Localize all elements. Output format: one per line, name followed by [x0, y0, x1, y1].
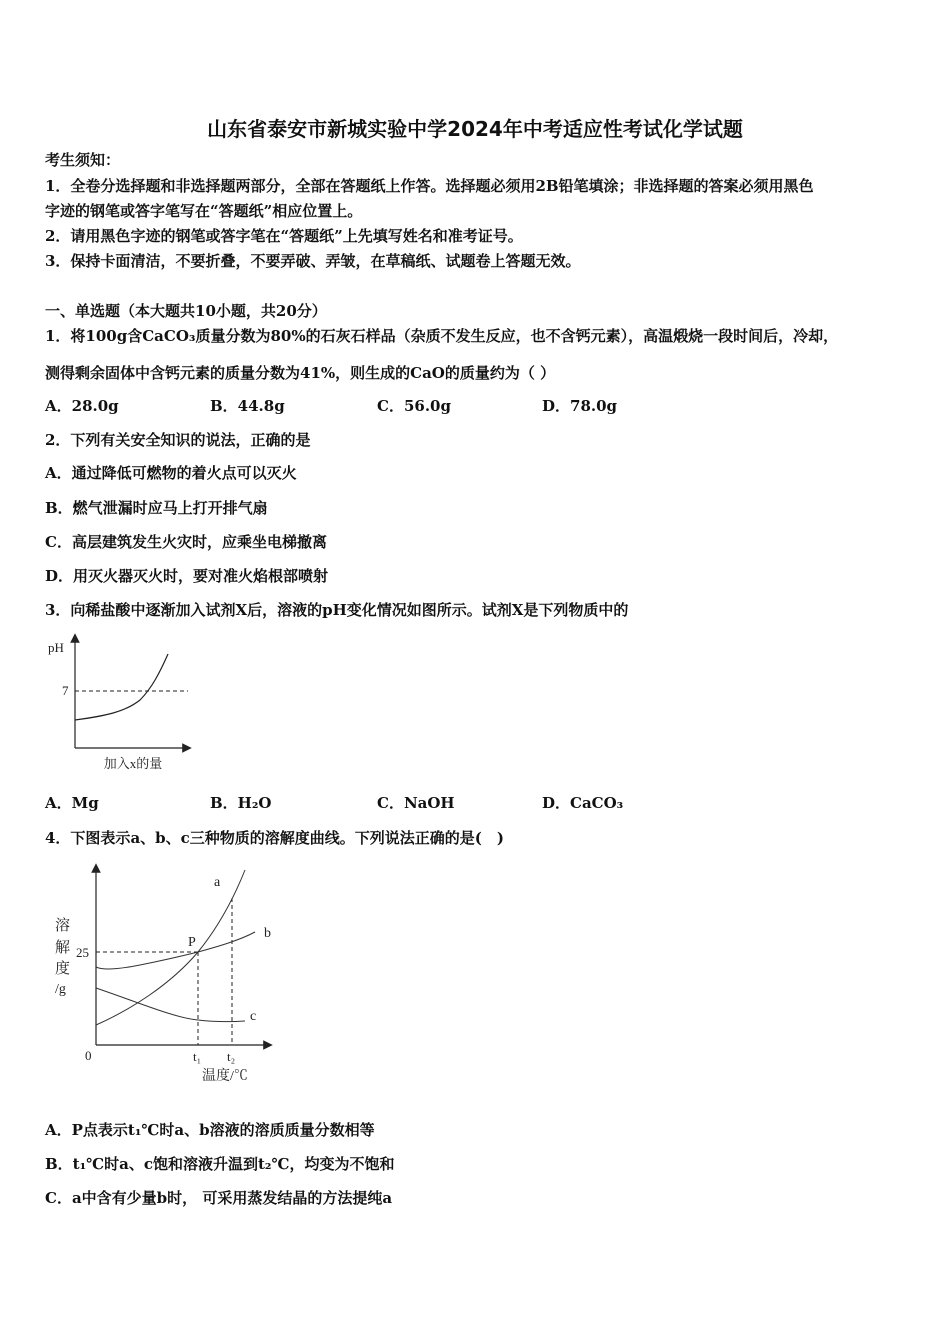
ph-graph: [40, 630, 200, 780]
q1-option-a: A．28.0g: [45, 397, 119, 415]
q2-stem: 2．下列有关安全知识的说法，正确的是: [45, 431, 311, 449]
curve-a-label: a: [214, 875, 221, 890]
q2-option-c: C．高层建筑发生火灾时，应乘坐电梯撤离: [45, 533, 327, 551]
notice-item: 字迹的钢笔或答字笔写在“答题纸”相应位置上。: [45, 202, 363, 220]
y-label-char: 解: [55, 940, 71, 956]
y-axis-label: pH: [48, 640, 64, 655]
y-label-char: 度: [55, 961, 71, 977]
solubility-graph: [40, 860, 290, 1090]
q4-option-b: B．t₁℃时a、c饱和溶液升温到t₂℃，均变为不饱和: [45, 1155, 395, 1173]
t2-label: t₂: [227, 1049, 236, 1064]
q1-option-c: C．56.0g: [377, 397, 451, 415]
notice-item: 3．保持卡面清洁，不要折叠，不要弄破、弄皱，在草稿纸、试题卷上答题无效。: [45, 252, 581, 270]
q1-stem: 1．将100g含CaCO₃质量分数为80%的石灰石样品（杂质不发生反应，也不含钙元素），高温煅烧一段时间后，冷却，: [45, 327, 839, 345]
point-p-label: P: [188, 935, 196, 950]
q2-option-b: B．燃气泄漏时应马上打开排气扇: [45, 499, 268, 517]
q3-option-b: B．H₂O: [210, 794, 272, 812]
curve-c: [96, 988, 245, 1022]
q2-option-a: A．通过降低可燃物的着火点可以灭火: [45, 464, 297, 482]
curve-b: [96, 932, 255, 969]
x-axis-label: 温度/℃: [202, 1069, 248, 1084]
notice-heading: 考生须知：: [45, 151, 121, 169]
curve-a: [96, 870, 245, 1025]
q3-stem: 3．向稀盐酸中逐渐加入试剂X后，溶液的pH变化情况如图所示。试剂X是下列物质中的: [45, 601, 629, 619]
q1-stem-cont: 测得剩余固体中含钙元素的质量分数为41%，则生成的CaO的质量约为（ ）: [45, 364, 556, 382]
q1-option-b: B．44.8g: [210, 397, 285, 415]
page-title: 山东省泰安市新城实验中学2024年中考适应性考试化学试题: [207, 117, 743, 141]
curve-b-label: b: [264, 926, 271, 941]
q1-option-d: D．78.0g: [542, 397, 618, 415]
y-label-unit: /g: [55, 982, 66, 997]
origin-label: 0: [85, 1048, 92, 1063]
y-tick-7: 7: [62, 683, 69, 698]
q2-option-d: D．用灭火器灭火时，要对准火焰根部喷射: [45, 567, 329, 585]
section-heading: 一、单选题（本大题共10小题，共20分）: [45, 302, 327, 320]
y-label-char: 溶: [55, 918, 71, 934]
y-tick-25: 25: [76, 945, 89, 960]
q3-option-c: C．NaOH: [377, 794, 455, 812]
q4-stem: 4．下图表示a、b、c三种物质的溶解度曲线。下列说法正确的是( ): [45, 829, 504, 847]
q4-option-c: C．a中含有少量b时， 可采用蒸发结晶的方法提纯a: [45, 1189, 393, 1207]
ph-curve: [75, 654, 168, 720]
notice-item: 1．全卷分选择题和非选择题两部分，全部在答题纸上作答。选择题必须用2B铅笔填涂；非选择题的答案必须用黑色: [45, 177, 814, 195]
x-axis-label: 加入x的量: [103, 756, 163, 771]
curve-c-label: c: [250, 1009, 257, 1024]
t1-label: t₁: [193, 1049, 202, 1064]
q4-option-a: A．P点表示t₁℃时a、b溶液的溶质质量分数相等: [45, 1121, 375, 1139]
q3-option-d: D．CaCO₃: [542, 794, 624, 812]
notice-item: 2．请用黑色字迹的钢笔或答字笔在“答题纸”上先填写姓名和准考证号。: [45, 227, 523, 245]
q3-option-a: A．Mg: [45, 794, 99, 812]
